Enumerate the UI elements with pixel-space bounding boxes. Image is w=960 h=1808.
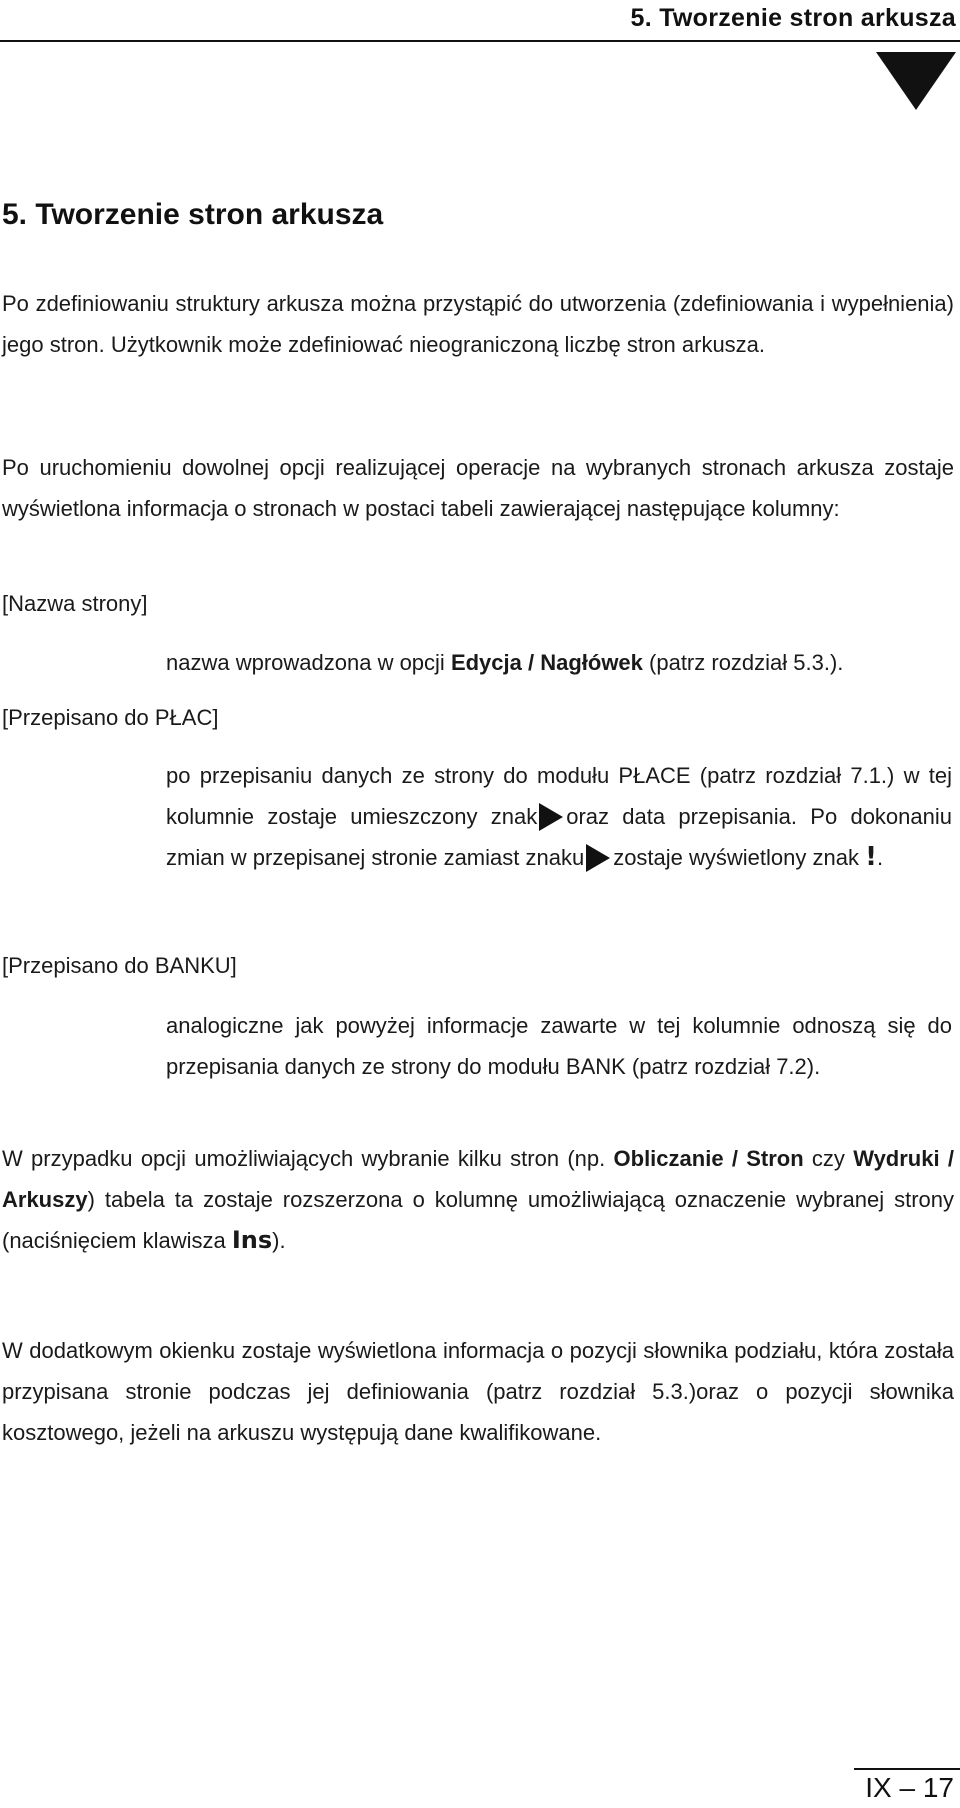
para-text: W przypadku opcji umożliwiających wybranie kilku stron (np. bbox=[2, 1146, 614, 1171]
column-desc-nazwa bbox=[166, 642, 952, 683]
page-number: IX – 17 bbox=[865, 1772, 954, 1803]
para-text: czy bbox=[803, 1146, 854, 1171]
section-heading: 5. Tworzenie stron arkusza bbox=[2, 198, 384, 231]
menu-option-edycja-naglowek: Edycja / Nagłówek bbox=[450, 650, 643, 675]
down-triangle-icon bbox=[876, 52, 956, 110]
column-term-nazwa: [Nazwa strony] bbox=[2, 591, 148, 616]
running-header-title: 5. Tworzenie stron arkusza bbox=[630, 4, 956, 32]
desc-text: po przepisaniu danych ze strony do modułu PŁACE (patrz rozdział 7.1.) w tej kolumnie zostaje umieszczony znak bbox=[166, 763, 952, 829]
key-ins: Ins bbox=[231, 1226, 273, 1254]
desc-text: oraz data przepisania. Po dokonaniu zmian w przepisanej stronie zamiast znaku bbox=[166, 804, 952, 870]
column-term-place: [Przepisano do PŁAC] bbox=[2, 705, 219, 730]
column-desc-banku: analogiczne jak powyżej informacje zawarte w tej kolumnie odnoszą się do przepisania danych ze strony do modułu BANK (patrz rozdział 7.2). bbox=[166, 1013, 952, 1079]
intro-paragraph: Po zdefiniowaniu struktury arkusza można przystąpić do utworzenia (zdefiniowania i wypełnienia) jego stron. Użytkownik może zdefiniować nieograniczoną liczbę stron arkusza. bbox=[2, 291, 954, 357]
desc-text: nazwa wprowadzona w opcji bbox=[166, 650, 451, 675]
para-text: ) tabela ta zostaje rozszerzona o kolumnę umożliwiającą oznaczenie wybranej strony (naciśnięciem klawisza bbox=[2, 1187, 954, 1253]
column-term-banku: [Przepisano do BANKU] bbox=[2, 953, 237, 978]
right-triangle-icon bbox=[586, 844, 610, 872]
column-desc-place bbox=[166, 755, 952, 878]
menu-option-wydruki-arkuszy: Wydruki / Arkuszy bbox=[2, 1146, 954, 1212]
desc-text: (patrz rozdział 5.3.). bbox=[642, 650, 844, 675]
header-rule bbox=[0, 40, 960, 42]
desc-text: zostaje wyświetlony znak bbox=[613, 845, 859, 870]
dictionary-info-paragraph: W dodatkowym okienku zostaje wyświetlona informacja o pozycji słownika podziału, która została przypisana stronie podczas jej definiowania (patrz rozdział 5.3.)oraz o pozycji słownika kosztowego, jeżeli na arkuszu występują dane kwalifikowane. bbox=[2, 1338, 954, 1445]
exclamation-symbol: ! bbox=[865, 842, 877, 872]
desc-text: . bbox=[876, 845, 884, 870]
table-info-paragraph: Po uruchomieniu dowolnej opcji realizującej operacje na wybranych stronach arkusza zostaje wyświetlona informacja o stronach w postaci tabeli zawierającej następujące kolumny: bbox=[2, 455, 954, 521]
right-triangle-icon bbox=[539, 803, 563, 831]
para-text: ). bbox=[272, 1228, 286, 1253]
menu-option-obliczanie-stron: Obliczanie / Stron bbox=[613, 1146, 804, 1171]
multi-select-paragraph bbox=[2, 1138, 954, 1261]
footer-rule bbox=[854, 1768, 960, 1770]
